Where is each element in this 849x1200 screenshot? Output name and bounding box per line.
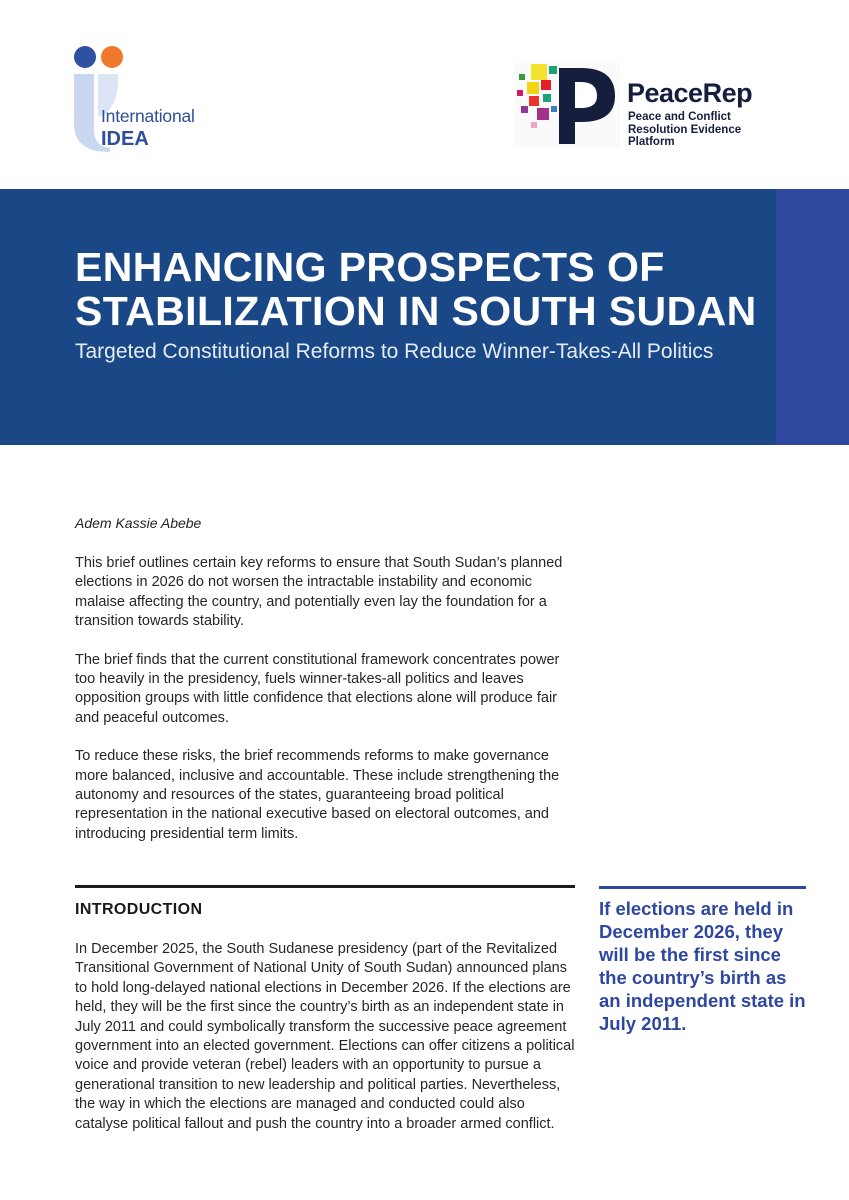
idea-logo-blue-dot xyxy=(74,46,96,68)
peacerep-logo xyxy=(515,60,780,150)
pullquote-divider xyxy=(599,886,806,889)
summary-paragraph: The brief finds that the current constitutional framework concentrates power too heavily in the presidency, fuels winner-takes-all politics and leaves opposition groups with little confidence that elections alone will produce fair and peaceful outcomes. xyxy=(75,651,560,726)
page-title: ENHANCING PROSPECTS OF STABILIZATION IN SOUTH SUDAN xyxy=(75,244,757,334)
introduction-heading: INTRODUCTION xyxy=(75,901,203,918)
peacerep-tagline: Peace and Conflict Resolution Evidence Platform xyxy=(628,111,742,148)
idea-logo-wordmark xyxy=(101,108,195,149)
section-divider xyxy=(75,885,575,888)
summary-paragraph: To reduce these risks, the brief recommends reforms to make governance more balanced, inclusive and accountable. These include strengthening the autonomy and resources of the states, guaranteeing broad political representation in the national executive based on electoral outcomes, and introducing presidential term limits. xyxy=(75,748,560,842)
pullquote: If elections are held in December 2026, they will be the first since the country’s birth as an independent state in July 2011. xyxy=(599,898,806,1034)
peacerep-p-mark-icon xyxy=(515,60,625,150)
summary-section xyxy=(75,554,575,863)
introduction-paragraph: In December 2025, the South Sudanese presidency (part of the Revitalized Transitional Government of National Unity of South Sudan) announced plans to hold long-delayed national elections in December 2026. If the elections are held, they will be the first since the country’s birth as an independent state in July 2011 and could symbolically transform the successive peace agreement government into an elected government. Elections can offer citizens a political voice and provide veteran (rebel) leaders with an opportunity to pursue a generational transition to new leadership and political parties. Nevertheless, the way in which the elections are managed and conducted could also catalyse political fallout and push the country into a broader armed conflict. xyxy=(75,941,575,1132)
page-subtitle: Targeted Constitutional Reforms to Reduce Winner-Takes-All Politics xyxy=(75,340,714,363)
peacerep-name: PeaceRep xyxy=(627,78,753,108)
international-idea-logo xyxy=(74,46,214,154)
idea-logo-line2: IDEA xyxy=(101,127,149,150)
title-banner-edge xyxy=(776,189,849,445)
idea-logo-orange-dot xyxy=(101,46,123,68)
summary-paragraph: This brief outlines certain key reforms to ensure that South Sudan’s planned elections in 2026 do not worsen the intractable instability and economic malaise affecting the country, and potentially even lay the foundation for a transition towards stability. xyxy=(75,555,563,630)
author-name: Adem Kassie Abebe xyxy=(75,515,202,531)
idea-logo-line1: International xyxy=(101,106,195,126)
